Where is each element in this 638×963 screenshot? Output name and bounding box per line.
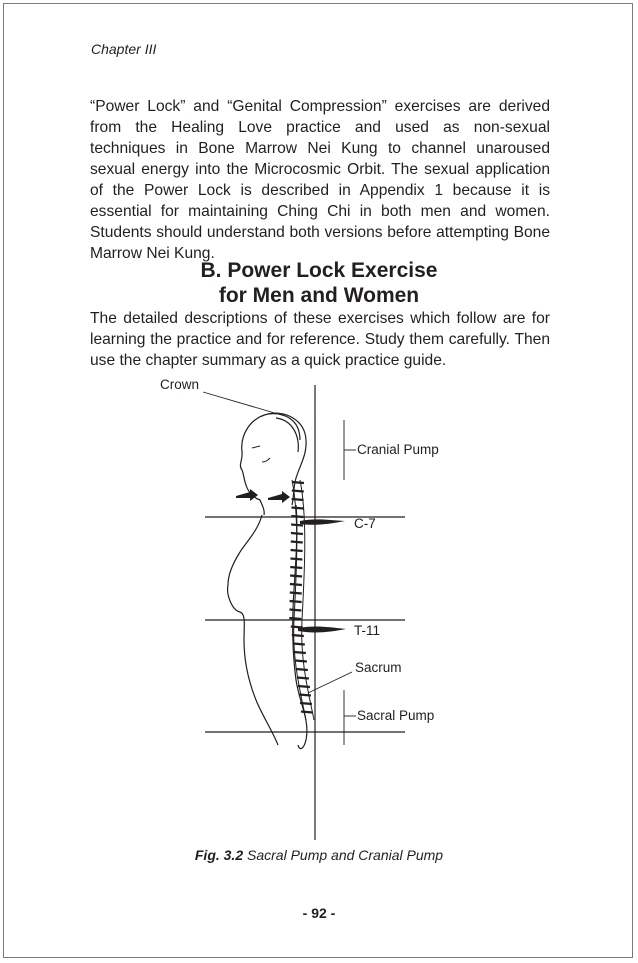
page-number: - 92 - bbox=[302, 905, 336, 921]
sacral-pump-label: Sacral Pump bbox=[357, 708, 435, 723]
figure-spine-diagram bbox=[0, 370, 638, 840]
front-arrow-icon bbox=[236, 489, 258, 501]
c7-marker bbox=[300, 519, 345, 524]
section-title-line-2: for Men and Women bbox=[218, 284, 420, 307]
figure-caption-number: Fig. 3.2 bbox=[194, 847, 244, 863]
cranial-pump-label: Cranial Pump bbox=[357, 442, 439, 457]
crown-label: Crown bbox=[160, 377, 200, 392]
c7-label: C-7 bbox=[354, 516, 376, 531]
chapter-header: Chapter III bbox=[91, 41, 157, 57]
throat-arrows bbox=[236, 489, 290, 503]
sacrum-label: Sacrum bbox=[355, 660, 402, 675]
torso-front-outline bbox=[228, 552, 278, 745]
figure-caption-text: Sacral Pump and Cranial Pump bbox=[243, 847, 444, 863]
crown-pointer bbox=[203, 392, 285, 416]
body-spine-illustration bbox=[0, 370, 638, 840]
intro-paragraph: “Power Lock” and “Genital Compression” exercises are derived from the Healing Love practice and used as non-sexual techniques in Bone Marrow Nei Kung to channel unaroused sexual energy into the Microcosmic Orbit. The sexual application of the Power Lock is described in Appendix 1 because it is essential for maintaining Ching Chi in both men and women. Students should understand both versions before attempting Bone Marrow Nei Kung. bbox=[90, 98, 550, 262]
t11-marker bbox=[298, 626, 346, 632]
figure-caption bbox=[0, 847, 638, 863]
detail-paragraph: The detailed descriptions of these exercises which follow are for learning the practice and for reference. Study them carefully. Then use the chapter summary as a quick practice guide. bbox=[90, 310, 550, 369]
section-title bbox=[90, 258, 548, 308]
t11-label: T-11 bbox=[354, 623, 381, 638]
section-title-line-1: B. Power Lock Exercise bbox=[200, 259, 438, 282]
back-arrow-icon bbox=[268, 491, 290, 503]
